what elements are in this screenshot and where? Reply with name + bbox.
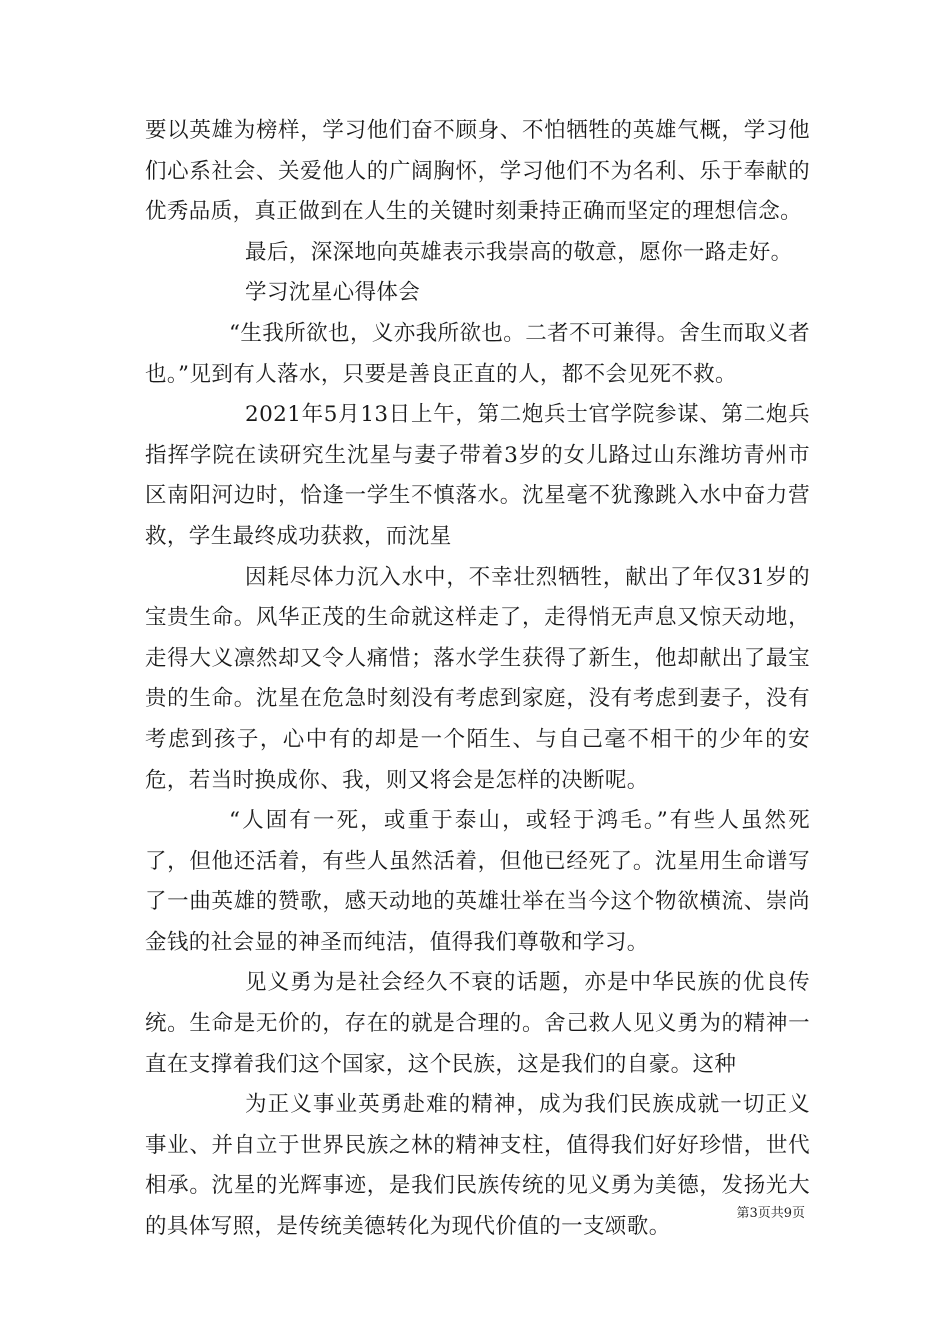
paragraph-tradition: 见义勇为是社会经久不衰的话题，亦是中华民族的优良传统。生命是无价的，存在的就是合理的。舍己救人见义勇为的精神一直在支撑着我们这个国家，这个民族，这是我们的自豪。这种 <box>145 970 810 1077</box>
paragraph-closing: 最后，深深地向英雄表示我崇高的敬意，愿你一路走好。 <box>245 239 793 265</box>
paragraph-sacrifice: 因耗尽体力沉入水中，不幸壮烈牺牲，献出了年仅31岁的宝贵生命。风华正茂的生命就这样走了，走得悄无声息又惊天动地，走得大义凛然却又令人痛惜；落水学生获得了新生，他却献出了最宝贵的生命。沈星在危急时刻没有考虑到家庭，没有考虑到妻子，没有考虑到孩子，心中有的却是一个陌生、与自己毫不相干的少年的安危，若当时换成你、我，则又将会是怎样的决断呢。 <box>145 564 810 793</box>
paragraph-quote-intro: “生我所欲也，义亦我所欲也。二者不可兼得。舍生而取义者也。”见到有人落水，只要是善良正直的人，都不会见死不救。 <box>145 320 810 387</box>
paragraph-conclusion: 为正义事业英勇赴难的精神，成为我们民族成就一切正义事业、并自立于世界民族之林的精神支柱，值得我们好好珍惜，世代相承。沈星的光辉事迹，是我们民族传统的见义勇为美德，发扬光大的具体写照，是传统美德转化为现代价值的一支颂歌。 <box>145 1092 810 1240</box>
paragraph-event: 2021年5月13日上午，第二炮兵士官学院参谋、第二炮兵指挥学院在读研究生沈星与妻子带着3岁的女儿路过山东潍坊青州市区南阳河边时，恰逢一学生不慎落水。沈星毫不犹豫跳入水中奋力营救，学生最终成功获救，而沈星 <box>145 402 810 549</box>
article-body <box>145 111 810 1248</box>
section-title: 学习沈星心得体会 <box>245 280 421 306</box>
paragraph-quote-reflection: “人固有一死，或重于泰山，或轻于鸿毛。”有些人虽然死了，但他还活着，有些人虽然活着，但他已经死了。沈星用生命谱写了一曲英雄的赞歌，感天动地的英雄壮举在当今这个物欲横流、崇尚金钱的社会显的神圣而纯洁，值得我们尊敬和学习。 <box>145 808 810 955</box>
paragraph-continuation: 要以英雄为榜样，学习他们奋不顾身、不怕牺牲的英雄气概，学习他们心系社会、关爱他人的广阔胸怀，学习他们不为名利、乐于奉献的优秀品质，真正做到在人生的关键时刻秉持正确而坚定的理想信念。 <box>145 118 810 225</box>
page-number: 第3页共9页 <box>736 1206 805 1221</box>
